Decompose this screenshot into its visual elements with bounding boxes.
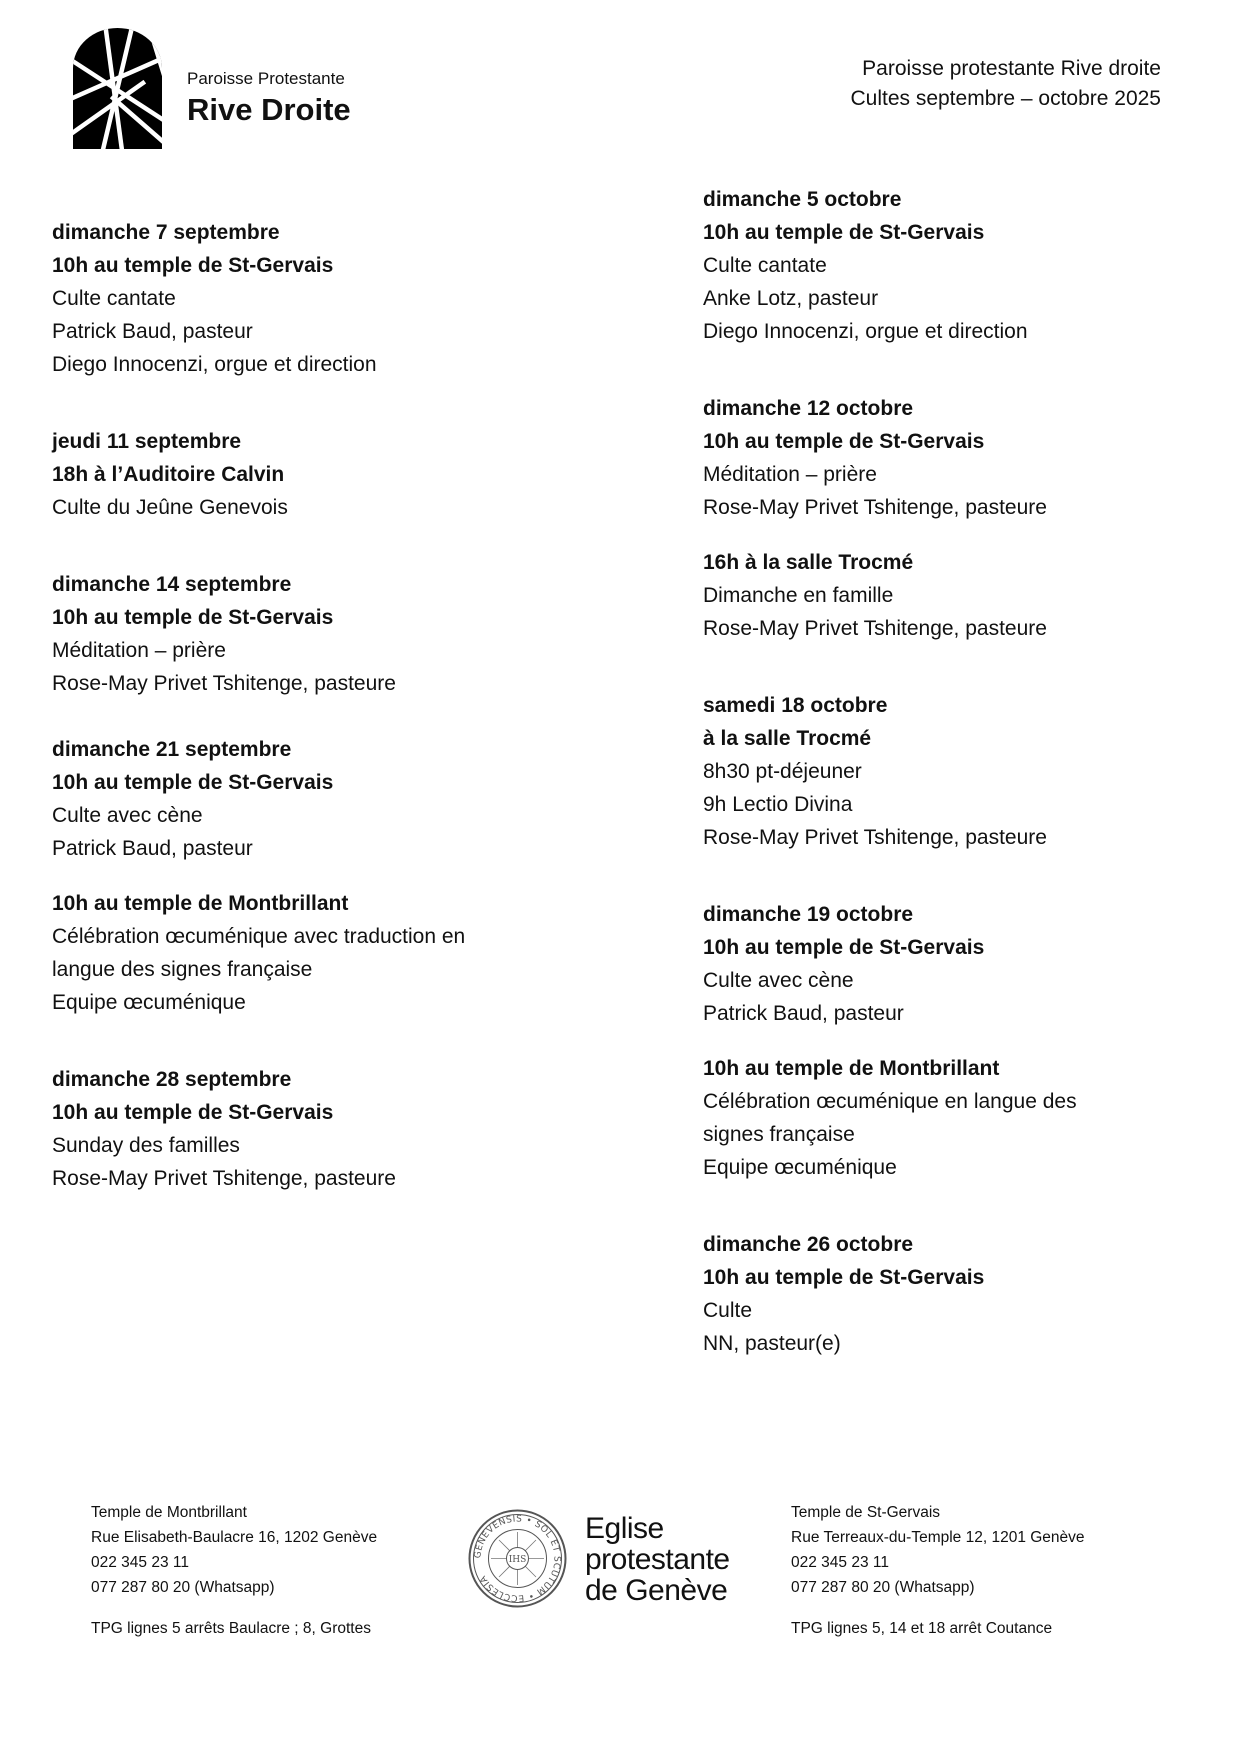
- service-minister: Equipe œcuménique: [703, 1156, 897, 1179]
- service-type: signes française: [703, 1123, 855, 1146]
- service-type: Culte cantate: [52, 287, 176, 310]
- footer-st-gervais: [791, 1500, 1151, 1641]
- service-minister: Rose-May Privet Tshitenge, pasteure: [703, 826, 1047, 849]
- service-entry: [703, 898, 1223, 1184]
- service-type: Culte avec cène: [52, 804, 203, 827]
- service-date: dimanche 26 octobre: [703, 1233, 914, 1256]
- service-date: dimanche 7 septembre: [52, 221, 280, 244]
- service-type: Célébration œcuménique avec traduction en: [52, 925, 466, 948]
- header-parish: Paroisse protestante Rive droite: [862, 57, 1161, 80]
- temple-name: Temple de St-Gervais: [791, 1504, 941, 1521]
- service-type: Culte cantate: [703, 254, 827, 277]
- service-place: 10h au temple de St-Gervais: [52, 1101, 334, 1124]
- service-minister: Equipe œcuménique: [52, 991, 246, 1014]
- service-place: 10h au temple de St-Gervais: [703, 936, 985, 959]
- service-minister: NN, pasteur(e): [703, 1332, 841, 1355]
- service-minister: Patrick Baud, pasteur: [703, 1002, 904, 1025]
- church-seal-icon: [467, 1508, 568, 1609]
- service-type: Dimanche en famille: [703, 584, 894, 607]
- service-minister: Patrick Baud, pasteur: [52, 320, 253, 343]
- service-type: 9h Lectio Divina: [703, 793, 853, 816]
- temple-name: Temple de Montbrillant: [91, 1504, 247, 1521]
- service-entry: [52, 568, 572, 700]
- service-type: Culte: [703, 1299, 753, 1322]
- service-place: 10h au temple de St-Gervais: [52, 254, 334, 277]
- service-type: Méditation – prière: [52, 639, 226, 662]
- temple-tpg: TPG lignes 5 arrêts Baulacre ; 8, Grottes: [91, 1620, 371, 1637]
- logo-title: Rive Droite: [187, 92, 351, 127]
- service-place: à la salle Trocmé: [703, 727, 872, 750]
- temple-address: Rue Terreaux-du-Temple 12, 1201 Genève: [791, 1529, 1085, 1546]
- service-type: 8h30 pt-déjeuner: [703, 760, 862, 783]
- service-date: dimanche 14 septembre: [52, 573, 292, 596]
- service-date: dimanche 21 septembre: [52, 738, 292, 761]
- september-column: [52, 216, 572, 1195]
- temple-whatsapp: 077 287 80 20 (Whatsapp): [91, 1579, 275, 1596]
- temple-phone: 022 345 23 11: [791, 1554, 889, 1571]
- epg-line3: de Genève: [585, 1574, 728, 1607]
- service-place: 10h au temple de St-Gervais: [703, 221, 985, 244]
- service-date: jeudi 11 septembre: [52, 430, 242, 453]
- service-date: dimanche 28 septembre: [52, 1068, 292, 1091]
- epg-logo-text: [585, 1513, 730, 1606]
- seal-center: IHS: [508, 1555, 527, 1565]
- service-minister: Patrick Baud, pasteur: [52, 837, 253, 860]
- service-music: Diego Innocenzi, orgue et direction: [52, 353, 377, 376]
- temple-address: Rue Elisabeth-Baulacre 16, 1202 Genève: [91, 1529, 378, 1546]
- header-period: Cultes septembre – octobre 2025: [850, 87, 1161, 110]
- service-place: 10h au temple de Montbrillant: [703, 1057, 1000, 1080]
- service-place: 10h au temple de St-Gervais: [703, 430, 985, 453]
- document-header: [850, 54, 1161, 114]
- temple-tpg: TPG lignes 5, 14 et 18 arrêt Coutance: [791, 1620, 1053, 1637]
- temple-whatsapp: 077 287 80 20 (Whatsapp): [791, 1579, 975, 1596]
- service-type: Culte du Jeûne Genevois: [52, 496, 288, 519]
- service-date: dimanche 5 octobre: [703, 188, 902, 211]
- service-place: 18h à l’Auditoire Calvin: [52, 463, 285, 486]
- service-entry: [52, 216, 572, 381]
- footer-montbrillant: [91, 1500, 451, 1641]
- service-type: Sunday des familles: [52, 1134, 240, 1157]
- service-type: Méditation – prière: [703, 463, 877, 486]
- service-place: 10h au temple de St-Gervais: [703, 1266, 985, 1289]
- service-type: Culte avec cène: [703, 969, 854, 992]
- service-place: 10h au temple de Montbrillant: [52, 892, 349, 915]
- service-place: 16h à la salle Trocmé: [703, 551, 914, 574]
- service-date: dimanche 12 octobre: [703, 397, 914, 420]
- service-entry: [52, 1063, 572, 1195]
- service-minister: Rose-May Privet Tshitenge, pasteure: [52, 672, 396, 695]
- service-date: dimanche 19 octobre: [703, 903, 914, 926]
- service-entry: [703, 689, 1223, 854]
- service-date: samedi 18 octobre: [703, 694, 888, 717]
- service-entry: [703, 1228, 1223, 1360]
- service-entry: [52, 425, 572, 524]
- service-entry: [703, 392, 1223, 645]
- seal-text: GENEVENSIS • SOL ET SCUTUM • ECCLESIA: [473, 1514, 562, 1603]
- service-minister: Rose-May Privet Tshitenge, pasteure: [52, 1167, 396, 1190]
- stained-glass-arch-icon: [73, 28, 162, 149]
- service-minister: Rose-May Privet Tshitenge, pasteure: [703, 617, 1047, 640]
- epg-line1: Eglise: [585, 1512, 664, 1545]
- service-place: 10h au temple de St-Gervais: [52, 606, 334, 629]
- temple-phone: 022 345 23 11: [91, 1554, 189, 1571]
- service-entry: [703, 183, 1223, 348]
- logo-subtitle: Paroisse Protestante: [187, 69, 345, 88]
- service-place: 10h au temple de St-Gervais: [52, 771, 334, 794]
- october-column: [703, 183, 1223, 1360]
- service-minister: Anke Lotz, pasteur: [703, 287, 879, 310]
- epg-line2: protestante: [585, 1543, 730, 1576]
- service-entry: [52, 733, 572, 1019]
- service-music: Diego Innocenzi, orgue et direction: [703, 320, 1028, 343]
- service-type: langue des signes française: [52, 958, 313, 981]
- service-type: Célébration œcuménique en langue des: [703, 1090, 1077, 1113]
- service-minister: Rose-May Privet Tshitenge, pasteure: [703, 496, 1047, 519]
